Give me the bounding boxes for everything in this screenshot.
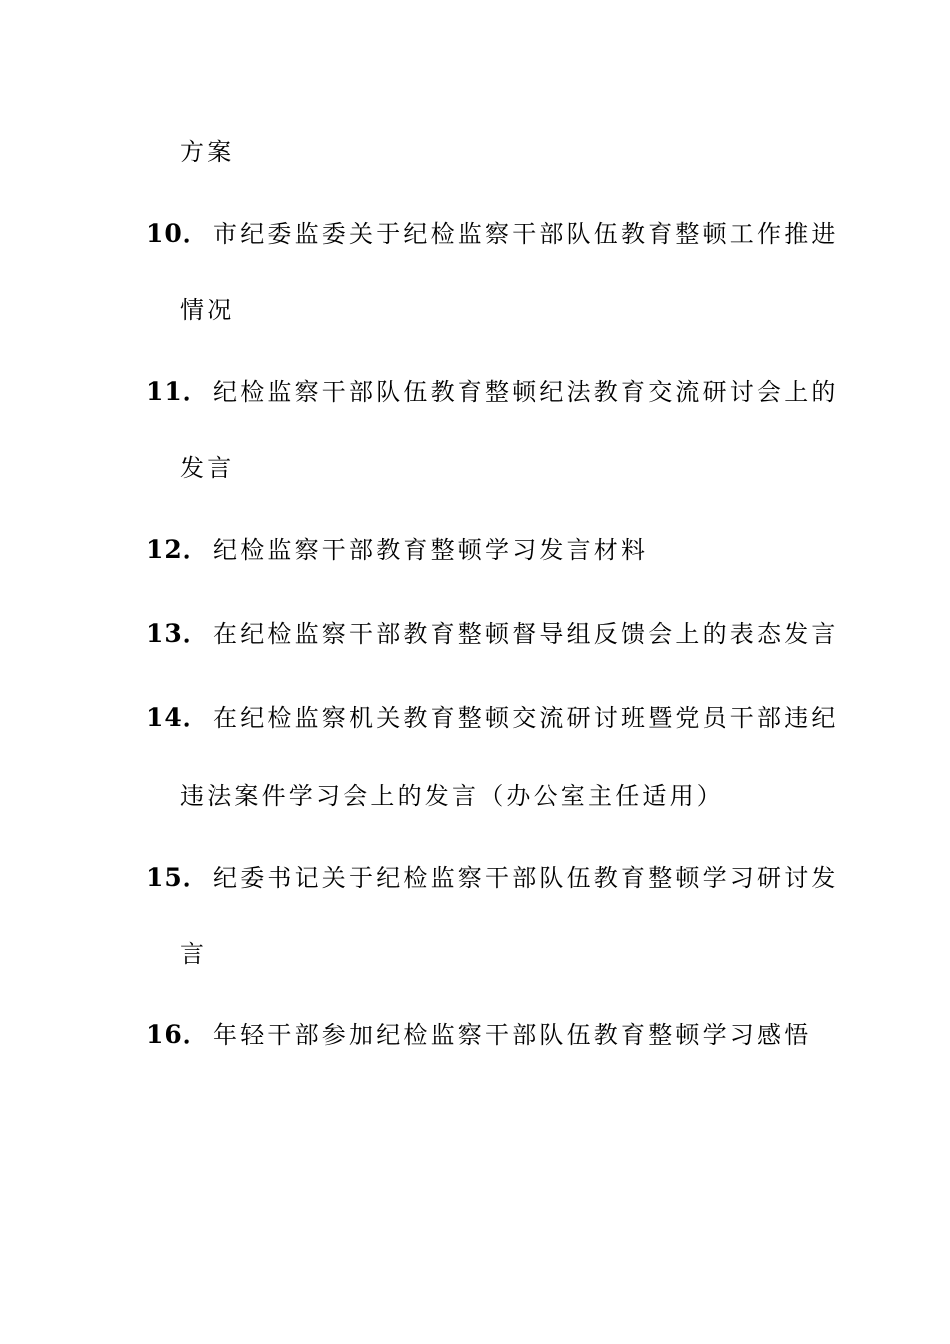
item-number: 15． — [146, 863, 209, 892]
item-text: 纪检监察干部队伍教育整顿纪法教育交流研讨会上的 — [213, 378, 839, 406]
item-number: 10． — [146, 219, 209, 248]
item-text-continuation: 发言 — [180, 454, 235, 482]
item-number: 16． — [146, 1020, 209, 1049]
item-text-continuation: 言 — [180, 940, 208, 968]
item-number: 13． — [146, 619, 209, 648]
item-text-continuation: 情况 — [180, 296, 235, 324]
item-text: 在纪检监察干部教育整顿督导组反馈会上的表态发言 — [213, 620, 839, 648]
item-text: 在纪检监察机关教育整顿交流研讨班暨党员干部违纪 — [213, 704, 839, 732]
item-text: 市纪委监委关于纪检监察干部队伍教育整顿工作推进 — [213, 220, 839, 248]
item-text: 纪委书记关于纪检监察干部队伍教育整顿学习研讨发 — [213, 864, 839, 892]
item-number: 14． — [146, 703, 209, 732]
continuation-line: 方案 — [180, 138, 235, 166]
item-number: 11． — [146, 377, 209, 406]
item-text: 年轻干部参加纪检监察干部队伍教育整顿学习感悟 — [213, 1021, 812, 1049]
item-text-continuation: 违法案件学习会上的发言（办公室主任适用） — [180, 782, 724, 810]
item-text: 纪检监察干部教育整顿学习发言材料 — [213, 536, 649, 564]
item-number: 12． — [146, 535, 209, 564]
